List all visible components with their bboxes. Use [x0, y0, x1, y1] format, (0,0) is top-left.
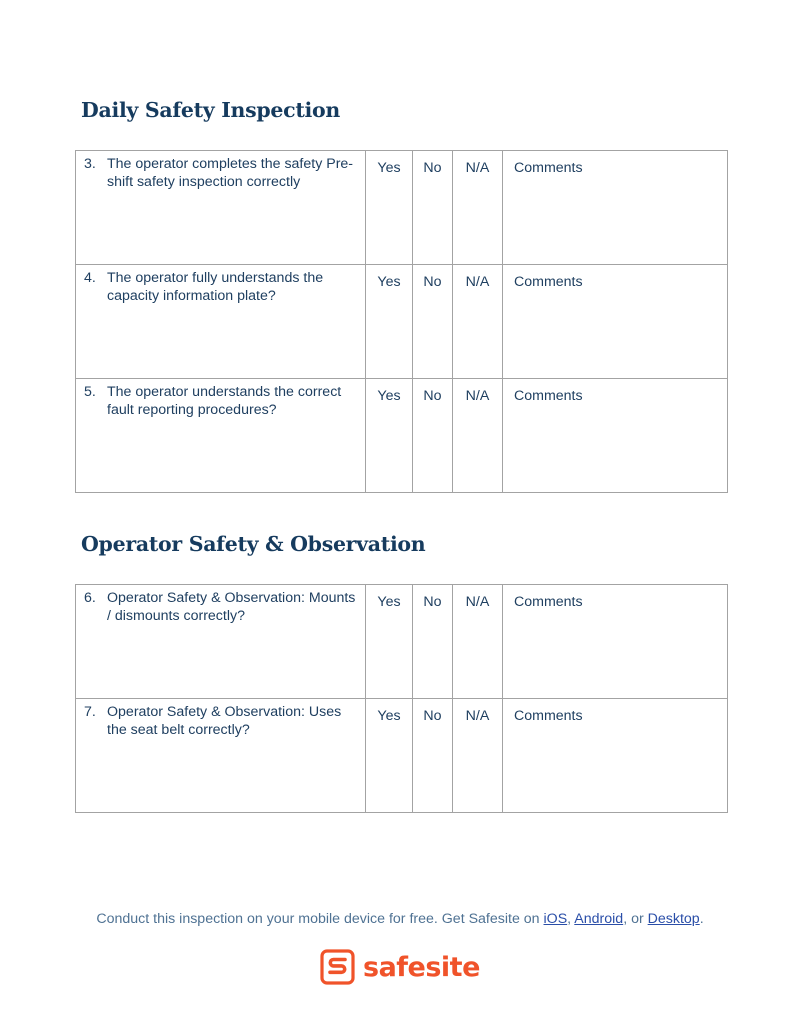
footer-separator: ,: [567, 911, 575, 927]
no-option[interactable]: No: [413, 379, 453, 493]
ios-link[interactable]: iOS: [543, 911, 568, 927]
question-cell: [76, 379, 366, 493]
question-text: The operator understands the correct fault reporting procedures?: [107, 384, 342, 418]
table-row: [76, 151, 728, 265]
na-option[interactable]: N/A: [453, 265, 503, 379]
daily-safety-inspection-table: [75, 150, 728, 493]
na-option[interactable]: N/A: [453, 585, 503, 699]
yes-option[interactable]: Yes: [366, 379, 413, 493]
question-number: 5.: [84, 384, 96, 400]
yes-option[interactable]: Yes: [366, 699, 413, 813]
question-number: 6.: [84, 590, 96, 606]
no-option[interactable]: No: [413, 265, 453, 379]
yes-option[interactable]: Yes: [366, 585, 413, 699]
question-text: The operator fully understands the capacity information plate?: [107, 270, 324, 304]
na-option[interactable]: N/A: [453, 379, 503, 493]
android-link[interactable]: Android: [574, 911, 624, 927]
question-number: 3.: [84, 156, 96, 172]
yes-option[interactable]: Yes: [366, 265, 413, 379]
na-option[interactable]: N/A: [453, 151, 503, 265]
no-option[interactable]: No: [413, 151, 453, 265]
operator-safety-observation-table: [75, 584, 728, 813]
footer-text-after: .: [699, 911, 704, 927]
question-cell: [76, 699, 366, 813]
comments-field[interactable]: Comments: [503, 699, 728, 813]
desktop-link[interactable]: Desktop: [647, 911, 700, 927]
footer-promo-text: [0, 911, 800, 927]
question-cell: [76, 151, 366, 265]
yes-option[interactable]: Yes: [366, 151, 413, 265]
section-title-operator-safety-observation: Operator Safety & Observation: [81, 532, 426, 556]
section-title-daily-safety-inspection: Daily Safety Inspection: [81, 98, 340, 122]
comments-field[interactable]: Comments: [503, 151, 728, 265]
question-number: 7.: [84, 704, 96, 720]
comments-field[interactable]: Comments: [503, 379, 728, 493]
no-option[interactable]: No: [413, 699, 453, 813]
question-number: 4.: [84, 270, 96, 286]
safesite-logo: [320, 948, 480, 986]
question-cell: [76, 265, 366, 379]
table-row: [76, 699, 728, 813]
question-text: Operator Safety & Observation: Uses the seat belt correctly?: [107, 704, 342, 738]
na-option[interactable]: N/A: [453, 699, 503, 813]
question-cell: [76, 585, 366, 699]
safesite-wordmark: safesite: [363, 951, 480, 983]
safesite-logo-icon: [320, 949, 355, 985]
footer-text-before: Conduct this inspection on your mobile device for free. Get Safesite on: [96, 911, 544, 927]
comments-field[interactable]: Comments: [503, 265, 728, 379]
comments-field[interactable]: Comments: [503, 585, 728, 699]
table-row: [76, 265, 728, 379]
question-text: Operator Safety & Observation: Mounts / dismounts correctly?: [107, 590, 356, 624]
no-option[interactable]: No: [413, 585, 453, 699]
question-text: The operator completes the safety Pre-shift safety inspection correctly: [107, 156, 354, 190]
footer-separator: , or: [623, 911, 648, 927]
table-row: [76, 585, 728, 699]
table-row: [76, 379, 728, 493]
